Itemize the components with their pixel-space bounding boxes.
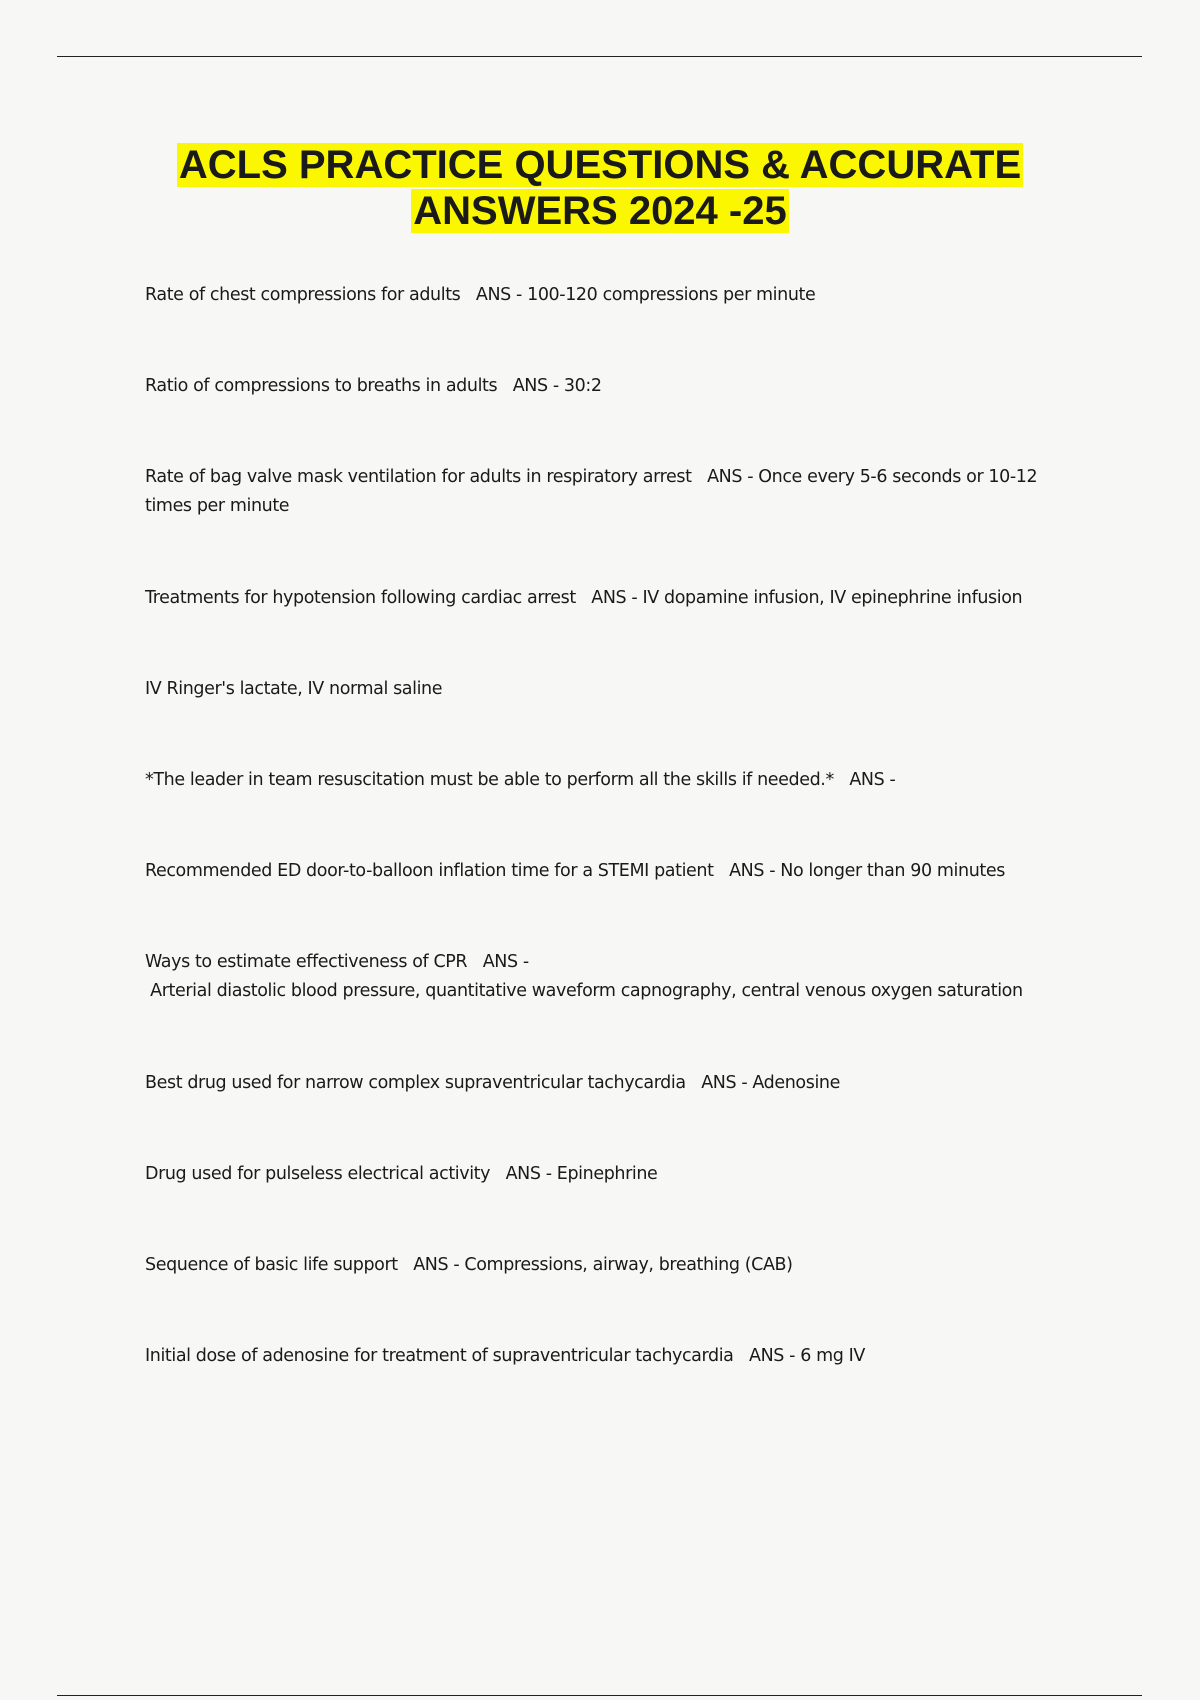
qa-item bbox=[145, 281, 1085, 310]
question-text: Rate of chest compressions for adults bbox=[145, 285, 461, 305]
question-text: Sequence of basic life support bbox=[145, 1255, 398, 1275]
top-rule bbox=[57, 56, 1142, 57]
qa-item bbox=[145, 1069, 1085, 1098]
answer-text: ANS - No longer than 90 minutes bbox=[729, 861, 1005, 881]
question-text: Treatments for hypotension following cardiac arrest bbox=[145, 588, 576, 608]
title-line-2: ANSWERS 2024 -25 bbox=[413, 189, 787, 233]
qa-item bbox=[145, 372, 1085, 401]
question-text: Recommended ED door-to-balloon inflation time for a STEMI patient bbox=[145, 861, 714, 881]
document-title bbox=[0, 142, 1200, 234]
question-text: Best drug used for narrow complex supraventricular tachycardia bbox=[145, 1073, 686, 1093]
answer-text: ANS - IV dopamine infusion, IV epinephrine infusion bbox=[591, 588, 1023, 608]
answer-text: ANS - bbox=[482, 952, 529, 972]
title-line-1: ACLS PRACTICE QUESTIONS & ACCURATE bbox=[178, 143, 1022, 187]
qa-item bbox=[145, 1251, 1085, 1280]
question-text: Ratio of compressions to breaths in adults bbox=[145, 376, 498, 396]
qa-item bbox=[145, 948, 1085, 1006]
answer-text: ANS - bbox=[849, 770, 896, 790]
qa-item bbox=[145, 584, 1085, 613]
qa-item bbox=[145, 463, 1085, 521]
qa-item bbox=[145, 857, 1085, 886]
answer-text: ANS - Compressions, airway, breathing (CAB) bbox=[413, 1255, 793, 1275]
question-text: Initial dose of adenosine for treatment of supraventricular tachycardia bbox=[145, 1346, 734, 1366]
bottom-rule bbox=[57, 1695, 1142, 1696]
question-text: Rate of bag valve mask ventilation for adults in respiratory arrest bbox=[145, 467, 692, 487]
qa-item bbox=[145, 766, 1085, 795]
answer-text: ANS - 100-120 compressions per minute bbox=[475, 285, 816, 305]
answer-text: ANS - 30:2 bbox=[512, 376, 602, 396]
answer-text: ANS - Epinephrine bbox=[505, 1164, 658, 1184]
question-text: Ways to estimate effectiveness of CPR bbox=[145, 952, 468, 972]
question-text: *The leader in team resuscitation must be able to perform all the skills if needed.* bbox=[145, 770, 834, 790]
qa-item bbox=[145, 1160, 1085, 1189]
answer-text: ANS - Once every 5-6 seconds or 10-12 times per minute bbox=[145, 467, 1043, 516]
question-text: IV Ringer's lactate, IV normal saline bbox=[145, 679, 443, 699]
answer-text: ANS - 6 mg IV bbox=[749, 1346, 865, 1366]
answer-text: ANS - Adenosine bbox=[701, 1073, 840, 1093]
qa-item bbox=[145, 1342, 1085, 1371]
qa-item bbox=[145, 675, 1085, 704]
answer-text-continued: Arterial diastolic blood pressure, quantitative waveform capnography, central venous oxygen saturation bbox=[145, 981, 1023, 1001]
question-text: Drug used for pulseless electrical activity bbox=[145, 1164, 491, 1184]
